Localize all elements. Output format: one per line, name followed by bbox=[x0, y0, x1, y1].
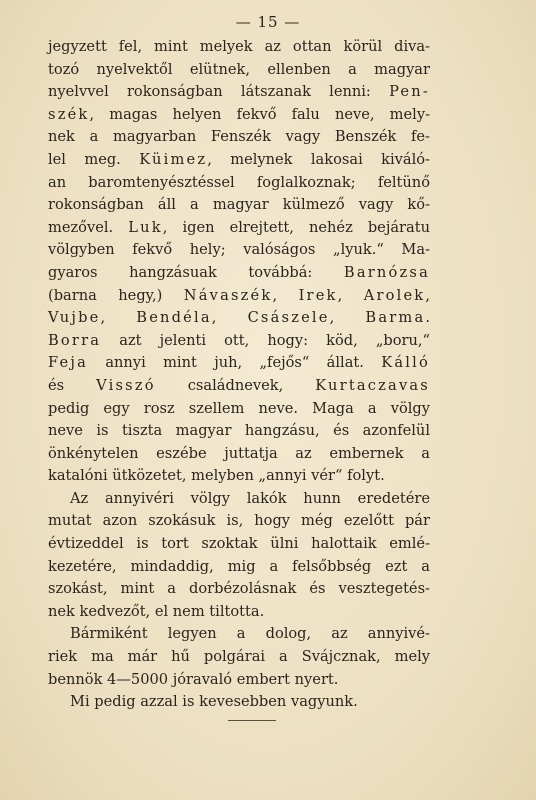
text-line bbox=[48, 330, 430, 353]
text-run: azt jelenti ott, hogy: köd, „boru,“ bbox=[101, 331, 430, 349]
text-run: , melynek lakosai kiváló- bbox=[207, 150, 430, 168]
body-text bbox=[48, 36, 430, 714]
spaced-name: Kurtaczavas bbox=[315, 376, 430, 394]
text-line bbox=[48, 217, 430, 240]
text-line bbox=[48, 669, 430, 692]
text-line bbox=[48, 443, 430, 466]
text-run: neve is tiszta magyar hangzásu, és azonfelül bbox=[48, 422, 430, 440]
spaced-name: Barnózsa bbox=[343, 263, 430, 281]
text-run: , bbox=[100, 309, 137, 327]
text-line bbox=[48, 420, 430, 443]
page-number: — 15 — bbox=[235, 13, 301, 31]
text-line bbox=[48, 194, 430, 217]
text-run: , bbox=[337, 286, 364, 304]
text-line bbox=[48, 352, 430, 375]
text-line bbox=[48, 623, 430, 646]
text-line bbox=[48, 601, 430, 624]
text-line bbox=[48, 307, 430, 330]
spaced-name: szék bbox=[48, 105, 90, 123]
text-run: an baromtenyésztéssel foglalkoznak; feltünő bbox=[48, 173, 430, 191]
text-line bbox=[48, 81, 430, 104]
spaced-name: Luk bbox=[128, 218, 163, 236]
spaced-name: Császele bbox=[247, 309, 330, 327]
text-run: katalóni ütközetet, melyben „annyi vér“ folyt. bbox=[48, 467, 385, 485]
spaced-name: Küimez bbox=[139, 150, 208, 168]
text-run: nek kedvezőt, el nem tiltotta. bbox=[48, 602, 265, 620]
text-line bbox=[48, 375, 430, 398]
text-line bbox=[48, 510, 430, 533]
text-run: Bármiként legyen a dolog, az annyivé- bbox=[70, 625, 430, 643]
text-run: és bbox=[48, 376, 97, 394]
text-line bbox=[48, 126, 430, 149]
text-line bbox=[48, 465, 430, 488]
text-line bbox=[48, 239, 430, 262]
spaced-name: Irek bbox=[298, 286, 338, 304]
text-run: Mi pedig azzal is kevesebben vagyunk. bbox=[70, 693, 358, 711]
spaced-name: Visszó bbox=[96, 376, 156, 394]
text-run: , bbox=[211, 309, 248, 327]
text-run: szokást, mint a dorbézolásnak és vesztegetés- bbox=[48, 580, 430, 598]
text-run: , igen elrejtett, nehéz bejáratu bbox=[162, 218, 430, 236]
text-run: családnevek, bbox=[155, 376, 316, 394]
text-run: riek ma már hű polgárai a Svájcznak, mely bbox=[48, 648, 430, 666]
spaced-name: Barma bbox=[365, 309, 426, 327]
text-run: nyelvvel rokonságban látszanak lenni: bbox=[48, 83, 390, 101]
spaced-name: Feja bbox=[48, 354, 88, 372]
spaced-name: Bendéla bbox=[136, 309, 212, 327]
text-line bbox=[48, 533, 430, 556]
text-line bbox=[48, 149, 430, 172]
text-run: gyaros hangzásuak továbbá: bbox=[48, 263, 344, 281]
text-run: nek a magyarban Fenszék vagy Benszék fe- bbox=[48, 128, 430, 146]
spaced-name: Vujbe bbox=[48, 309, 101, 327]
text-line bbox=[48, 578, 430, 601]
text-run: rokonságban áll a magyar külmező vagy kő- bbox=[48, 196, 430, 214]
text-run: mutat azon szokásuk is, hogy még ezelőtt pár bbox=[48, 512, 430, 530]
text-run: . bbox=[425, 309, 430, 327]
text-run: völgyben fekvő hely; valóságos „lyuk.“ Ma- bbox=[48, 241, 430, 259]
text-run: , bbox=[329, 309, 366, 327]
text-line bbox=[48, 691, 430, 714]
text-run: , bbox=[425, 286, 430, 304]
text-line bbox=[48, 556, 430, 579]
text-line bbox=[48, 398, 430, 421]
text-run: kezetére, mindaddig, mig a felsőbbség ezt a bbox=[48, 557, 430, 575]
text-line bbox=[48, 262, 430, 285]
spaced-name: Kálló bbox=[381, 354, 430, 372]
text-run: bennök 4—5000 jóravaló embert nyert. bbox=[48, 670, 339, 688]
end-rule bbox=[228, 720, 276, 721]
text-line bbox=[48, 646, 430, 669]
spaced-name: Arolek bbox=[363, 286, 426, 304]
text-run: évtizeddel is tort szoktak ülni halottaik emlé- bbox=[48, 535, 430, 553]
text-run: pedig egy rosz szellem neve. Maga a völgy bbox=[48, 399, 430, 417]
text-run: Az annyivéri völgy lakók hunn eredetére bbox=[70, 489, 430, 507]
spaced-name: Borra bbox=[48, 331, 102, 349]
text-line bbox=[48, 36, 430, 59]
text-run: lel meg. bbox=[48, 150, 140, 168]
text-line bbox=[48, 285, 430, 308]
text-line bbox=[48, 104, 430, 127]
text-run: önkénytelen eszébe juttatja az embernek a bbox=[48, 444, 430, 462]
text-run: tozó nyelvektől elütnek, ellenben a magyar bbox=[48, 60, 430, 78]
text-run: (barna hegy,) bbox=[48, 286, 184, 304]
text-line bbox=[48, 172, 430, 195]
text-run: , bbox=[272, 286, 299, 304]
text-run: mezővel. bbox=[48, 218, 129, 236]
text-line bbox=[48, 488, 430, 511]
text-run: , magas helyen fekvő falu neve, mely- bbox=[89, 105, 430, 123]
text-line bbox=[48, 59, 430, 82]
text-run: annyi mint juh, „fejős“ állat. bbox=[88, 354, 382, 372]
spaced-name: Pen- bbox=[389, 83, 430, 101]
spaced-name: Návaszék bbox=[183, 286, 273, 304]
text-run: jegyzett fel, mint melyek az ottan körül diva- bbox=[48, 38, 430, 55]
